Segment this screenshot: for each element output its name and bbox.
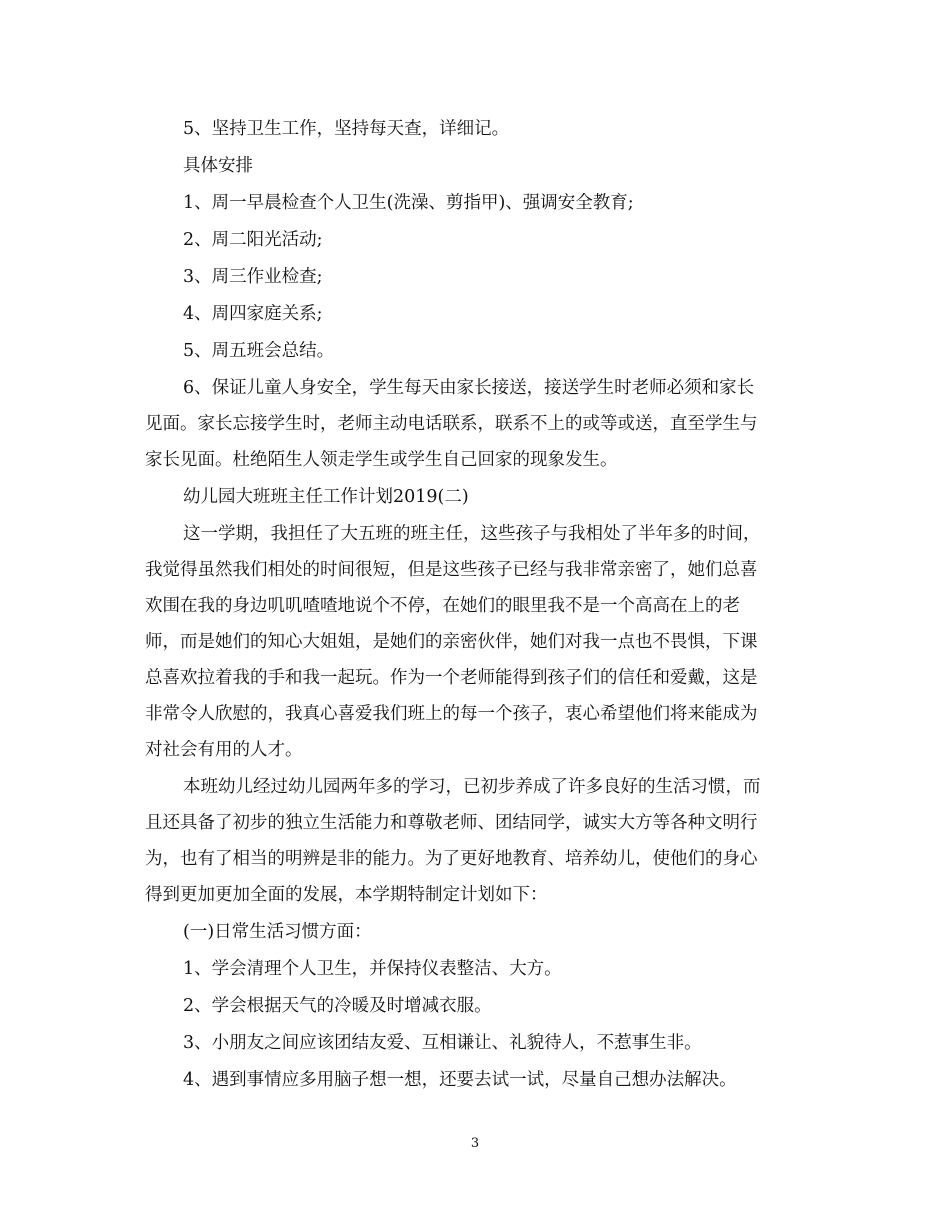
list-item: 3、周三作业检查; bbox=[183, 267, 323, 287]
paragraph-line: 6、保证儿童人身安全，学生每天由家长接送，接送学生时老师必须和家长 bbox=[183, 378, 755, 398]
list-item: 2、周二阳光活动; bbox=[183, 230, 323, 250]
paragraph-line: 我觉得虽然我们相处的时间很短，但是这些孩子已经与我非常亲密了，她们总喜 bbox=[145, 560, 758, 580]
list-item: 1、周一早晨检查个人卫生(洗澡、剪指甲)、强调安全教育; bbox=[183, 193, 634, 213]
list-item: 5、坚持卫生工作，坚持每天查，详细记。 bbox=[183, 119, 510, 139]
section-heading: 具体安排 bbox=[183, 156, 253, 176]
list-item: 1、学会清理个人卫生，并保持仪表整洁、大方。 bbox=[183, 959, 562, 979]
paragraph-line: 为，也有了相当的明辨是非的能力。为了更好地教育、培养幼儿，使他们的身心 bbox=[145, 849, 758, 869]
paragraph-line: 本班幼儿经过幼儿园两年多的学习，已初步养成了许多良好的生活习惯，而 bbox=[183, 777, 761, 797]
list-item: 3、小朋友之间应该团结友爱、互相谦让、礼貌待人，不惹事生非。 bbox=[183, 1033, 702, 1053]
paragraph-line: 对社会有用的人才。 bbox=[145, 740, 303, 760]
paragraph-line: 师，而是她们的知心大姐姐，是她们的亲密伙伴，她们对我一点也不畏惧，下课 bbox=[145, 632, 758, 652]
paragraph-line: 且还具备了初步的独立生活能力和尊敬老师、团结同学，诚实大方等各种文明行 bbox=[145, 813, 758, 833]
section-title: 幼儿园大班班主任工作计划2019(二) bbox=[183, 487, 469, 507]
list-item: 5、周五班会总结。 bbox=[183, 341, 335, 361]
paragraph-line: 非常令人欣慰的，我真心喜爱我们班上的每一个孩子，衷心希望他们将来能成为 bbox=[145, 704, 758, 724]
paragraph-line: 见面。家长忘接学生时，老师主动电话联系，联系不上的或等或送，直至学生与 bbox=[145, 414, 758, 434]
list-item: 4、周四家庭关系; bbox=[183, 304, 323, 324]
paragraph-line: 得到更加更加全面的发展，本学期特制定计划如下： bbox=[145, 885, 548, 905]
paragraph-line: 总喜欢拉着我的手和我一起玩。作为一个老师能得到孩子们的信任和爱戴，这是 bbox=[145, 668, 758, 688]
paragraph-line: 家长见面。杜绝陌生人领走学生或学生自己回家的现象发生。 bbox=[145, 450, 618, 470]
page-number: 3 bbox=[470, 1136, 480, 1151]
list-item: 4、遇到事情应多用脑子想一想，还要去试一试，尽量自己想办法解决。 bbox=[183, 1070, 737, 1090]
list-item: 2、学会根据天气的冷暖及时增减衣服。 bbox=[183, 996, 492, 1016]
subsection-heading: (一)日常生活习惯方面： bbox=[183, 922, 372, 942]
paragraph-line: 欢围在我的身边叽叽喳喳地说个不停，在她们的眼里我不是一个高高在上的老 bbox=[145, 596, 740, 616]
paragraph-line: 这一学期，我担任了大五班的班主任，这些孩子与我相处了半年多的时间， bbox=[183, 524, 761, 544]
